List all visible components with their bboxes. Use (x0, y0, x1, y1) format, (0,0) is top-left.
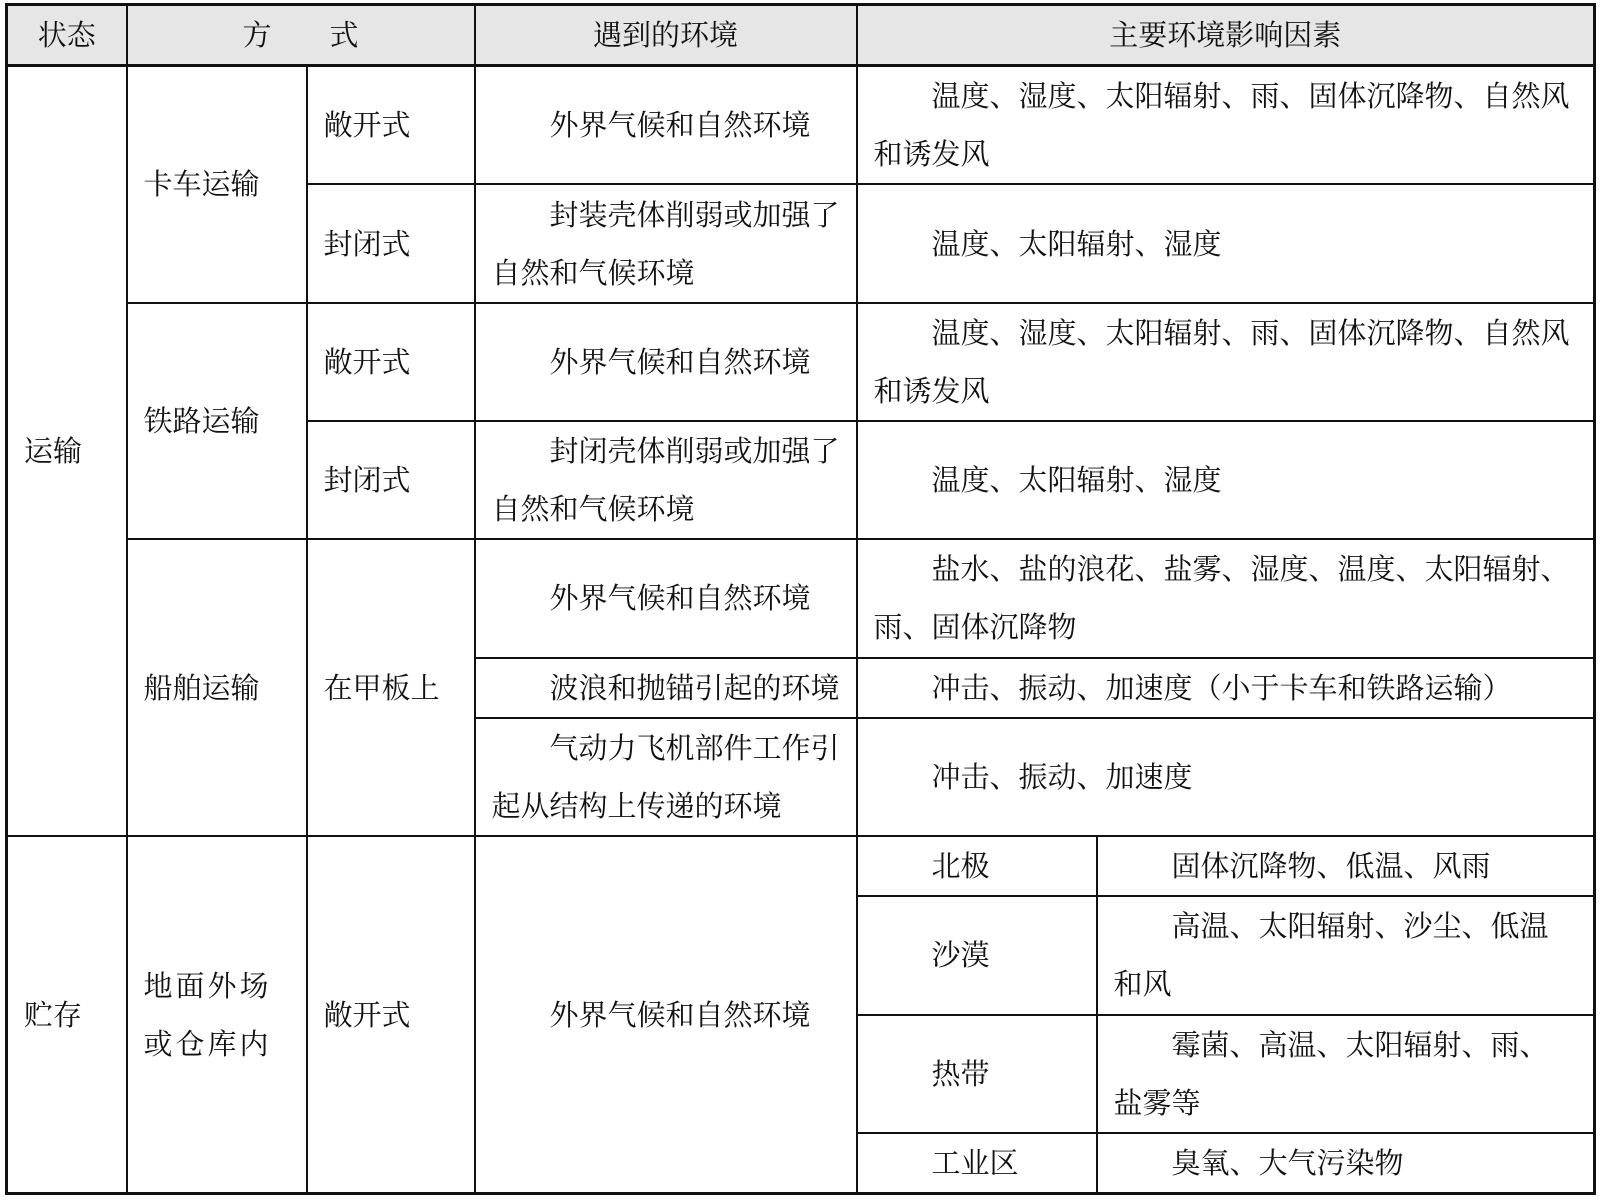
region-factors: 固体沉降物、低温、风雨 (1097, 836, 1595, 896)
region-name: 热带 (857, 1015, 1097, 1133)
table-row (7, 303, 1595, 421)
region-name: 北极 (857, 836, 1097, 896)
rail-open-type: 敞开式 (307, 303, 475, 421)
header-method: 方 式 (127, 5, 475, 66)
region-factors: 臭氧、大气污染物 (1097, 1133, 1595, 1194)
rail-open-environment: 外界气候和自然环境 (475, 303, 857, 421)
region-factors: 高温、太阳辐射、沙尘、低温和风 (1097, 896, 1595, 1014)
truck-closed-type: 封闭式 (307, 184, 475, 302)
storage-environment: 外界气候和自然环境 (475, 836, 857, 1193)
header-environment: 遇到的环境 (475, 5, 857, 66)
storage-type: 敞开式 (307, 836, 475, 1193)
truck-open-type: 敞开式 (307, 66, 475, 185)
truck-closed-factors: 温度、太阳辐射、湿度 (857, 184, 1595, 302)
ship-type: 在甲板上 (307, 539, 475, 836)
table-row (7, 66, 1595, 185)
environment-factors-table (5, 3, 1596, 1195)
rail-transport-label: 铁路运输 (127, 303, 307, 540)
ship-environment-2: 波浪和抛锚引起的环境 (475, 658, 857, 718)
ship-environment-3: 气动力飞机部件工作引起从结构上传递的环境 (475, 718, 857, 836)
rail-closed-type: 封闭式 (307, 421, 475, 539)
rail-closed-environment: 封闭壳体削弱或加强了自然和气候环境 (475, 421, 857, 539)
header-factors: 主要环境影响因素 (857, 5, 1595, 66)
ship-factors-2: 冲击、振动、加速度（小于卡车和铁路运输） (857, 658, 1595, 718)
ship-factors-3: 冲击、振动、加速度 (857, 718, 1595, 836)
truck-open-factors: 温度、湿度、太阳辐射、雨、固体沉降物、自然风和诱发风 (857, 66, 1595, 185)
table-row (7, 539, 1595, 657)
state-storage: 贮存 (7, 836, 127, 1193)
header-row (7, 5, 1595, 66)
state-transport: 运输 (7, 66, 127, 836)
region-factors: 霉菌、高温、太阳辐射、雨、盐雾等 (1097, 1015, 1595, 1133)
truck-transport-label: 卡车运输 (127, 66, 307, 303)
region-name: 沙漠 (857, 896, 1097, 1014)
rail-closed-factors: 温度、太阳辐射、湿度 (857, 421, 1595, 539)
ship-transport-label: 船舶运输 (127, 539, 307, 836)
rail-open-factors: 温度、湿度、太阳辐射、雨、固体沉降物、自然风和诱发风 (857, 303, 1595, 421)
ship-factors-1: 盐水、盐的浪花、盐雾、湿度、温度、太阳辐射、雨、固体沉降物 (857, 539, 1595, 657)
storage-method: 地面外场或仓库内 (127, 836, 307, 1193)
truck-open-environment: 外界气候和自然环境 (475, 66, 857, 185)
region-name: 工业区 (857, 1133, 1097, 1194)
table-row (7, 836, 1595, 896)
truck-closed-environment: 封装壳体削弱或加强了自然和气候环境 (475, 184, 857, 302)
ship-environment-1: 外界气候和自然环境 (475, 539, 857, 657)
header-state: 状态 (7, 5, 127, 66)
